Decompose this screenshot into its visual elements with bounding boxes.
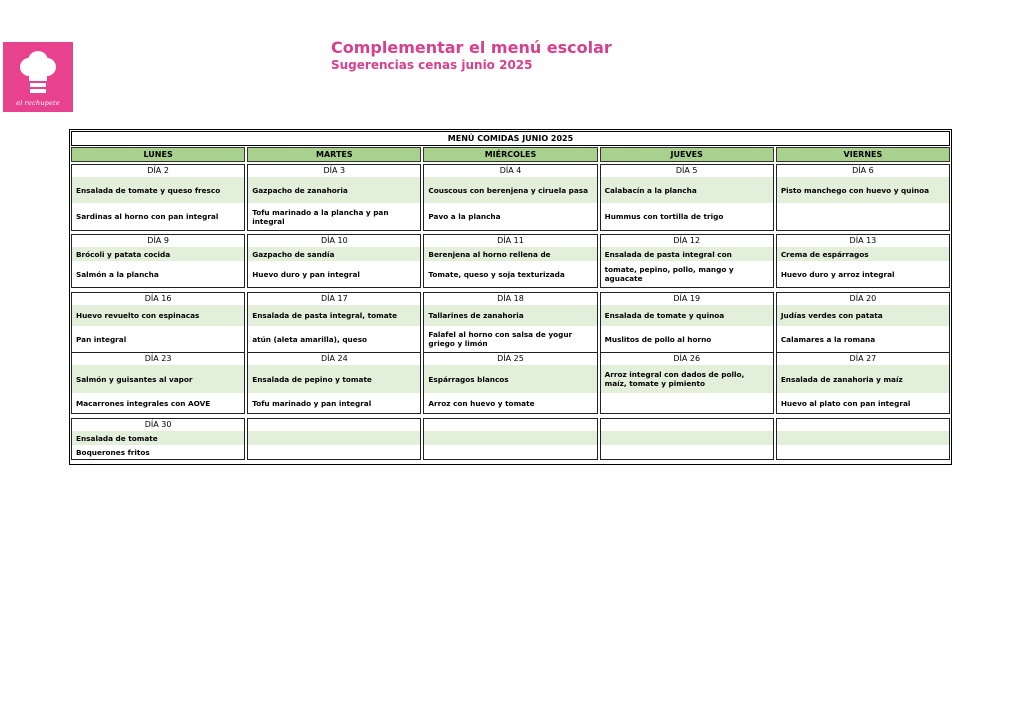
day-cell <box>71 164 245 231</box>
dish-first: Judías verdes con patata <box>777 305 949 326</box>
dish-first: Gazpacho de sandía <box>248 247 420 261</box>
dish-first: Couscous con berenjena y ciruela pasa <box>424 177 596 203</box>
dish-first: Huevo revuelto con espinacas <box>72 305 244 326</box>
dish-second: Huevo duro y pan integral <box>248 261 420 287</box>
page-title: Complementar el menú escolar <box>331 38 612 57</box>
dish-first <box>601 431 773 445</box>
dish-second <box>601 393 773 413</box>
day-label: DÍA 25 <box>497 354 524 363</box>
day-label: DÍA 26 <box>673 354 701 363</box>
dish-first <box>424 431 596 445</box>
day-label: DÍA 24 <box>320 354 348 363</box>
day-cell <box>71 418 245 460</box>
dish-first: Salmón y guisantes al vapor <box>72 365 244 393</box>
dish-second <box>424 445 596 459</box>
day-label: DÍA 30 <box>144 420 172 429</box>
week-row <box>71 164 950 231</box>
dish-first: Ensalada de tomate y queso fresco <box>72 177 244 203</box>
dish-first: Tallarines de zanahoria <box>424 305 596 326</box>
dish-first: Ensalada de pepino y tomate <box>248 365 420 393</box>
dish-second: Pan integral <box>72 326 244 352</box>
dish-first: Brócoli y patata cocida <box>72 247 244 261</box>
page-header <box>331 38 612 73</box>
week-row <box>71 292 950 353</box>
dish-second: Huevo duro y arroz integral <box>777 261 949 287</box>
day-cell <box>247 352 421 414</box>
dish-first: Gazpacho de zanahoria <box>248 177 420 203</box>
day-label: DÍA 17 <box>320 294 348 303</box>
dish-first: Crema de espárragos <box>777 247 949 261</box>
day-cell <box>423 352 597 414</box>
day-cell <box>776 352 950 414</box>
dish-second: Calamares a la romana <box>777 326 949 352</box>
dish-second: Macarrones integrales con AOVE <box>72 393 244 413</box>
day-cell <box>776 292 950 353</box>
menu-title: MENÚ COMIDAS JUNIO 2025 <box>71 131 950 146</box>
day-cell <box>247 418 421 460</box>
dish-first <box>777 431 949 445</box>
day-label <box>424 419 596 431</box>
day-label: DÍA 12 <box>673 236 701 245</box>
dish-second: tomate, pepino, pollo, mango y aguacate <box>601 261 773 287</box>
day-label: DÍA 4 <box>499 166 522 175</box>
dish-second <box>248 445 420 459</box>
day-label: DÍA 18 <box>497 294 524 303</box>
brand-logo <box>3 42 73 112</box>
dish-first: Espárragos blancos <box>424 365 596 393</box>
day-label: DÍA 10 <box>320 236 348 245</box>
dish-first: Ensalada de zanahoria y maíz <box>777 365 949 393</box>
dish-second: Tofu marinado y pan integral <box>248 393 420 413</box>
week-row <box>71 352 950 414</box>
weekday-header-row <box>71 147 950 162</box>
dish-first: Arroz integral con dados de pollo, maíz, tomate y pimiento <box>601 365 773 393</box>
dish-first: Ensalada de tomate y quinoa <box>601 305 773 326</box>
day-cell <box>600 234 774 288</box>
dish-second: Sardinas al horno con pan integral <box>72 203 244 230</box>
dish-second <box>777 445 949 459</box>
week-row <box>71 418 950 460</box>
day-label: DÍA 11 <box>497 236 524 245</box>
day-cell <box>776 234 950 288</box>
dish-first: Ensalada de pasta integral con <box>601 247 773 261</box>
day-cell <box>71 352 245 414</box>
dish-second <box>777 203 949 230</box>
dish-second: Pavo a la plancha <box>424 203 596 230</box>
dish-second: Boquerones fritos <box>72 445 244 459</box>
day-cell <box>71 292 245 353</box>
dish-first: Berenjena al horno rellena de <box>424 247 596 261</box>
day-cell <box>776 164 950 231</box>
day-cell <box>776 418 950 460</box>
dish-second: Arroz con huevo y tomate <box>424 393 596 413</box>
weekday-header: JUEVES <box>600 147 774 162</box>
day-label <box>777 419 949 431</box>
weekday-header: MARTES <box>247 147 421 162</box>
day-label: DÍA 27 <box>849 354 877 363</box>
day-label: DÍA 16 <box>144 294 172 303</box>
dish-second: Huevo al plato con pan integral <box>777 393 949 413</box>
dish-first: Pisto manchego con huevo y quinoa <box>777 177 949 203</box>
day-cell <box>600 418 774 460</box>
day-label <box>248 419 420 431</box>
day-cell <box>423 164 597 231</box>
dish-second: atún (aleta amarilla), queso <box>248 326 420 352</box>
dish-second <box>601 445 773 459</box>
day-cell <box>247 164 421 231</box>
day-cell <box>600 292 774 353</box>
dish-first: Calabacín a la plancha <box>601 177 773 203</box>
weekday-header: LUNES <box>71 147 245 162</box>
dish-second: Muslitos de pollo al horno <box>601 326 773 352</box>
day-label: DÍA 13 <box>849 236 877 245</box>
day-cell <box>71 234 245 288</box>
dish-second: Falafel al horno con salsa de yogur griego y limón <box>424 326 596 352</box>
dish-second: Tofu marinado a la plancha y pan integral <box>248 203 420 230</box>
day-label: DÍA 19 <box>673 294 701 303</box>
day-label: DÍA 9 <box>147 236 169 245</box>
week-row <box>71 234 950 288</box>
day-label: DÍA 5 <box>675 166 698 175</box>
day-label: DÍA 23 <box>144 354 172 363</box>
weekday-header: VIERNES <box>776 147 950 162</box>
day-cell <box>247 292 421 353</box>
dish-second: Salmón a la plancha <box>72 261 244 287</box>
dish-first: Ensalada de pasta integral, tomate <box>248 305 420 326</box>
dish-second: Tomate, queso y soja texturizada <box>424 261 596 287</box>
page-subtitle: Sugerencias cenas junio 2025 <box>331 58 533 72</box>
dish-first: Ensalada de tomate <box>72 431 244 445</box>
day-cell <box>423 234 597 288</box>
dish-second: Hummus con tortilla de trigo <box>601 203 773 230</box>
day-cell <box>423 418 597 460</box>
weekday-header: MIÉRCOLES <box>423 147 597 162</box>
day-label: DÍA 3 <box>323 166 346 175</box>
menu-table <box>69 129 952 465</box>
day-label: DÍA 2 <box>147 166 169 175</box>
day-label <box>601 419 773 431</box>
day-label: DÍA 6 <box>852 166 874 175</box>
day-cell <box>247 234 421 288</box>
dish-first <box>248 431 420 445</box>
day-cell <box>600 164 774 231</box>
day-cell <box>423 292 597 353</box>
day-label: DÍA 20 <box>849 294 877 303</box>
day-cell <box>600 352 774 414</box>
logo-text: el rechupete <box>16 99 60 107</box>
